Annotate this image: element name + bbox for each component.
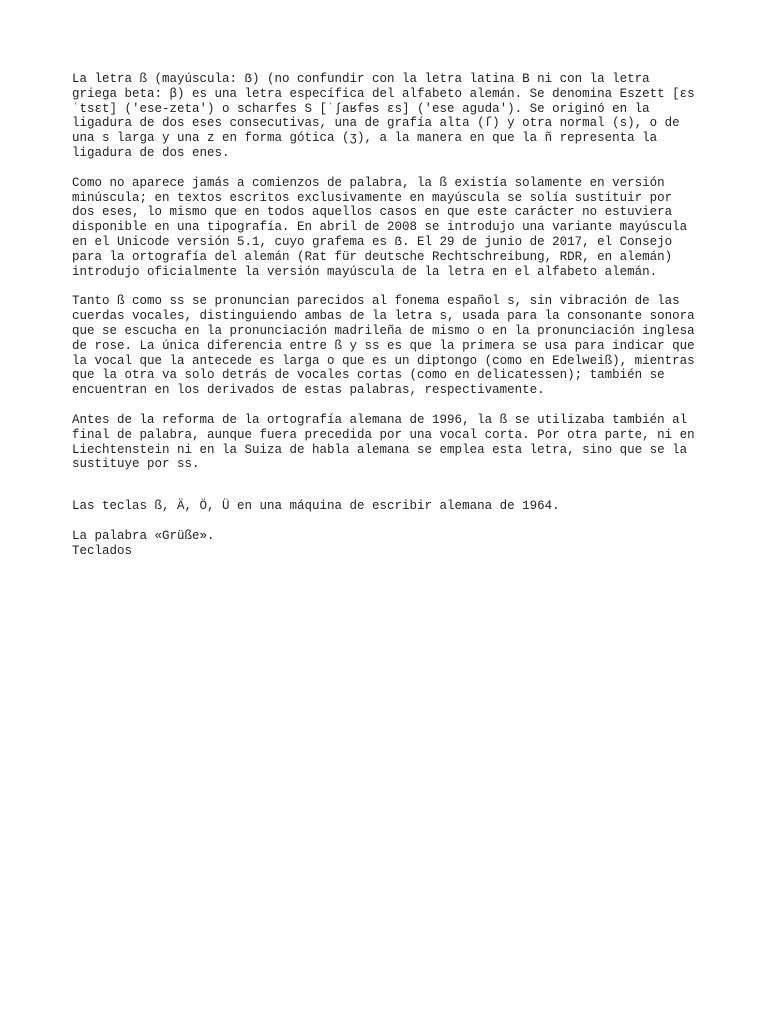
caption-keyboards: Teclados — [72, 543, 133, 558]
caption-typewriter: Las teclas ß, Ä, Ö, Ü en una máquina de escribir alemana de 1964. — [72, 499, 560, 514]
document-body — [72, 72, 696, 559]
paragraph-orthography-reform: Antes de la reforma de la ortografía alemana de 1996, la ß se utilizaba también al final de palabra, aunque fuera precedida por una vocal corta. Por otra parte, ni en Liechtenstein ni en la Suiza de habla alemana se emplea esta letra, sino que se la sustituye por ss. — [72, 412, 695, 472]
section-spacer — [72, 487, 696, 499]
paragraph-uppercase-history: Como no aparece jamás a comienzos de palabra, la ß existía solamente en versión minúscula; en textos escritos exclusivamente en mayúscula se solía sustituir por dos eses, lo mismo que en todos aquellos casos en que este carácter no estuviera disponible en una tipografía. En abril de 2008 se introdujo una variante mayúscula en el Unicode versión 5.1, cuyo grafema es ẞ. El 29 de junio de 2017, el Consejo para la ortografía del alemán (Rat für deutsche Rechtschreibung, RDR, en alemán) introdujo oficialmente la versión mayúscula de la letra en el alfabeto alemán. — [72, 175, 688, 279]
paragraph-eszett-definition: La letra ß (mayúscula: ẞ) (no confundir con la letra latina B ni con la letra griega beta: β) es una letra específica del alfabeto alemán. Se denomina Eszett [ɛs ˈtsɛt] ('ese-zeta') o scharfes S [ˈʃaʁfəs ɛs] ('ese aguda'). Se originó en la ligadura de dos eses consecutivas, una de grafía alta (ſ) y otra normal (s), o de una s larga y una z en forma gótica (ʒ), a la manera en que la ñ representa la ligadura de dos enes. — [72, 72, 695, 160]
caption-grusse: La palabra «Grüße». — [72, 528, 215, 543]
paragraph-pronunciation: Tanto ß como ss se pronuncian parecidos al fonema español s, sin vibración de las cuerdas vocales, distinguiendo ambas de la letra s, usada para la consonante sonora que se escucha en la pronunciación madrileña de mismo o en la pronunciación inglesa de rose. La única diferencia entre ß y ss es que la primera se usa para indicar que la vocal que la antecede es larga o que es un diptongo (como en Edelweiß), mientras que la otra va solo detrás de vocales cortas (como en delicatessen); también se encuentran en los derivados de estas palabras, respectivamente. — [72, 294, 695, 398]
